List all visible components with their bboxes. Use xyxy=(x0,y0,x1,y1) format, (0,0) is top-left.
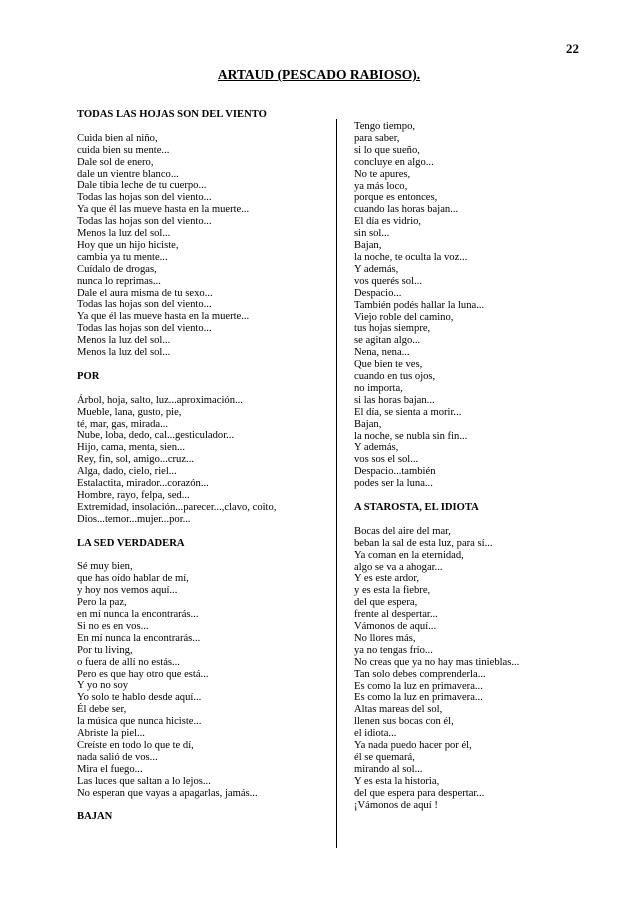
poem-line: tus hojas siempre, xyxy=(354,323,431,335)
poem-line: ya más loco, xyxy=(354,180,408,192)
poem-line: Árbol, hoja, salto, luz...aproximación... xyxy=(77,394,243,406)
poem-line: o fuera de allí no estás... xyxy=(77,656,180,668)
poem-stanza xyxy=(77,133,332,359)
poem-line: No te apures, xyxy=(354,168,411,180)
poem-line: Que bien te ves, xyxy=(354,359,423,371)
poem-line: Y es esta la historia, xyxy=(354,775,440,787)
poem-line: Alga, dado, cielo, riel... xyxy=(77,466,177,478)
poem-title: BAJAN xyxy=(77,811,113,823)
poem-line: Hoy que un hijo hiciste, xyxy=(77,239,179,251)
poem-line: la noche, te oculta la voz... xyxy=(354,251,468,263)
poem-line: Extremidad, insolación...parecer...,clavo, coito, xyxy=(77,501,277,513)
poem-line: El día es vidrio, xyxy=(354,216,422,228)
poem-line: no importa, xyxy=(354,382,403,394)
poem-line: Despacio... xyxy=(354,287,402,299)
poem-line: para saber, xyxy=(354,132,400,144)
title-gap xyxy=(354,514,604,526)
poem-line: Todas las hojas son del viento... xyxy=(77,323,212,335)
poem-line: y es esta la fiebre, xyxy=(354,585,431,597)
poem-line: nunca lo reprimas... xyxy=(77,275,161,287)
poem-line: Dale el aura misma de tu sexo... xyxy=(77,287,213,299)
poem-line: Creíste en todo lo que te dí, xyxy=(77,739,194,751)
poem-line: si las horas bajan... xyxy=(354,394,435,406)
poem-line: Mira el fuego... xyxy=(77,763,143,775)
poem-line: porque es entonces, xyxy=(354,192,438,204)
poem-line: vos querés sol... xyxy=(354,275,422,287)
poem-line: que has oído hablar de mí, xyxy=(77,573,189,585)
poem-line: Tan solo debes comprenderla... xyxy=(354,668,486,680)
poem-line: Ya nada puedo hacer por él, xyxy=(354,740,472,752)
poem-line: Dale sol de enero, xyxy=(77,156,154,168)
poem-line: té, mar, gas, mirada... xyxy=(77,418,169,430)
poem-line: Cuídalo de drogas, xyxy=(77,263,157,275)
poem-stanza xyxy=(77,561,332,799)
poem-line: nada salió de vos... xyxy=(77,751,158,763)
poem-line: cuando las horas bajan... xyxy=(354,204,459,216)
poem-line: beban la sal de esta luz, para sí... xyxy=(354,537,493,549)
poem-line: Despacio...también xyxy=(354,466,436,478)
poem-line: él se quemará, xyxy=(354,752,415,763)
poem-line: Tengo tiempo, xyxy=(354,121,416,132)
poem-title: TODAS LAS HOJAS SON DEL VIENTO xyxy=(77,109,267,120)
poem-line: Mueble, lana, gusto, pie, xyxy=(77,406,182,418)
poem-line: Todas las hojas son del viento... xyxy=(77,299,212,311)
poem-line: la noche, se nubla sin fin... xyxy=(354,430,468,442)
poem-line: Menos la luz del sol... xyxy=(77,347,171,359)
poem-line: Viejo roble del camino, xyxy=(354,311,454,323)
poem-line: El día, se sienta a morir... xyxy=(354,406,462,418)
poem-line: vos sos el sol... xyxy=(354,454,419,466)
poem-line: el idiota... xyxy=(354,728,397,740)
poem-line: También podés hallar la luna... xyxy=(354,299,485,311)
poem-line: y hoy nos vemos aquí... xyxy=(77,585,178,597)
poem-line: concluye en algo... xyxy=(354,156,434,168)
poem-line: Altas mareas del sol, xyxy=(354,704,443,716)
poem-line: Pero es que hay otro que está... xyxy=(77,668,209,680)
page-number: 22 xyxy=(566,41,579,56)
poem-line: Las luces que saltan a lo lejos... xyxy=(77,775,211,787)
poem-line: sin sol... xyxy=(354,228,390,240)
poem-stanza xyxy=(354,526,604,812)
poem-line: Menos la luz del sol... xyxy=(77,335,171,347)
poem-line: en mí nunca la encontrarás... xyxy=(77,608,199,620)
poem-line: la música que nunca hiciste... xyxy=(77,716,202,728)
poem-line: Sé muy bien, xyxy=(77,561,133,573)
poem-line: Ya que él las mueve hasta en la muerte... xyxy=(77,204,250,216)
poem-line: Dale tibia leche de tu cuerpo... xyxy=(77,180,207,192)
poem-line: dale un vientre blanco... xyxy=(77,168,179,180)
poem-line: En mí nunca la encontrarás... xyxy=(77,632,201,644)
poem-line: ¡Vámonos de aquí ! xyxy=(354,799,438,811)
poem-line: Todas las hojas son del viento... xyxy=(77,192,212,204)
poem-line: cuando en tus ojos, xyxy=(354,371,436,383)
title-gap xyxy=(77,121,332,133)
poem-line: Nena, nena... xyxy=(354,347,410,359)
poem-line: Abriste la piel... xyxy=(77,728,145,740)
poem-line: algo se va a ahogar... xyxy=(354,561,443,573)
section-gap xyxy=(77,799,332,811)
poem-line: Estalactita, mirador...corazón... xyxy=(77,478,209,490)
poem-line: Hombre, rayo, felpa, sed... xyxy=(77,489,190,501)
right-column xyxy=(354,121,604,812)
poem-line: se agitan algo... xyxy=(354,335,421,347)
poem-title: A STAROSTA, EL IDIOTA xyxy=(354,501,479,513)
poem-line: mirando al sol... xyxy=(354,763,423,775)
poem-line: No creas que ya no hay mas tinieblas... xyxy=(354,656,520,668)
poem-line: No llores más, xyxy=(354,632,416,644)
poem-line: cambia ya tu mente... xyxy=(77,251,168,263)
section-gap xyxy=(77,359,332,371)
poem-line: ya no tengas frío... xyxy=(354,644,433,656)
section-gap xyxy=(77,526,332,538)
poem-title: POR xyxy=(77,370,100,382)
poem-line: cuida bien su mente... xyxy=(77,144,170,156)
poem-line: podes ser la luna... xyxy=(354,478,433,490)
poem-line: Rey, fin, sol, amigo...cruz... xyxy=(77,454,194,466)
poem-line: Si no es en vos... xyxy=(77,620,149,632)
poem-line: Cuida bien al niño, xyxy=(77,132,158,144)
title-gap xyxy=(77,549,332,561)
poem-line: Él debe ser, xyxy=(77,704,127,716)
poem-line: Es como la luz en primavera... xyxy=(354,680,483,692)
poem-stanza xyxy=(77,395,332,526)
poem-line: Menos la luz del sol... xyxy=(77,228,171,240)
poem-line: Nube, loba, dedo, cal...gesticulador... xyxy=(77,430,235,442)
poem-line: frente al despertar... xyxy=(354,609,438,621)
poem-line: Y yo no soy xyxy=(77,680,129,692)
poem-line: Pero la paz, xyxy=(77,597,127,609)
poem-line: Y además, xyxy=(354,442,399,454)
poem-line: No esperan que vayas a apagarlas, jamás... xyxy=(77,787,258,799)
poem-line: Y además, xyxy=(354,263,399,275)
poem-title: LA SED VERDADERA xyxy=(77,537,185,549)
column-divider xyxy=(336,119,337,848)
title-gap xyxy=(77,383,332,395)
poem-line: del que espera para despertar... xyxy=(354,787,485,799)
poem-line: Ya coman en la eternidad, xyxy=(354,549,464,561)
poem-line: llenen sus bocas con él, xyxy=(354,716,454,728)
poem-line: Bocas del aire del mar, xyxy=(354,525,451,537)
poem-line: Y es este ardor, xyxy=(354,573,420,585)
page-title: ARTAUD (PESCADO RABIOSO). xyxy=(217,67,421,82)
poem-stanza xyxy=(354,121,604,490)
poem-line: Es como la luz en primavera... xyxy=(354,692,483,704)
poem-line: Bajan, xyxy=(354,418,382,430)
poem-line: Bajan, xyxy=(354,240,382,252)
poem-line: del que espera, xyxy=(354,597,418,609)
left-column xyxy=(77,109,332,823)
poem-line: Todas las hojas son del viento... xyxy=(77,216,212,228)
poem-line: Hijo, cama, menta, sien... xyxy=(77,442,185,454)
poem-line: Dios...temor...mujer...por... xyxy=(77,513,191,525)
poem-line: Yo solo te hablo desde aquí... xyxy=(77,692,202,704)
poem-line: Por tu living, xyxy=(77,644,133,656)
poem-line: Ya que él las mueve hasta en la muerte... xyxy=(77,311,250,323)
section-gap xyxy=(354,490,604,502)
poem-line: si lo que sueño, xyxy=(354,144,420,156)
poem-line: Vámonos de aquí... xyxy=(354,621,437,633)
